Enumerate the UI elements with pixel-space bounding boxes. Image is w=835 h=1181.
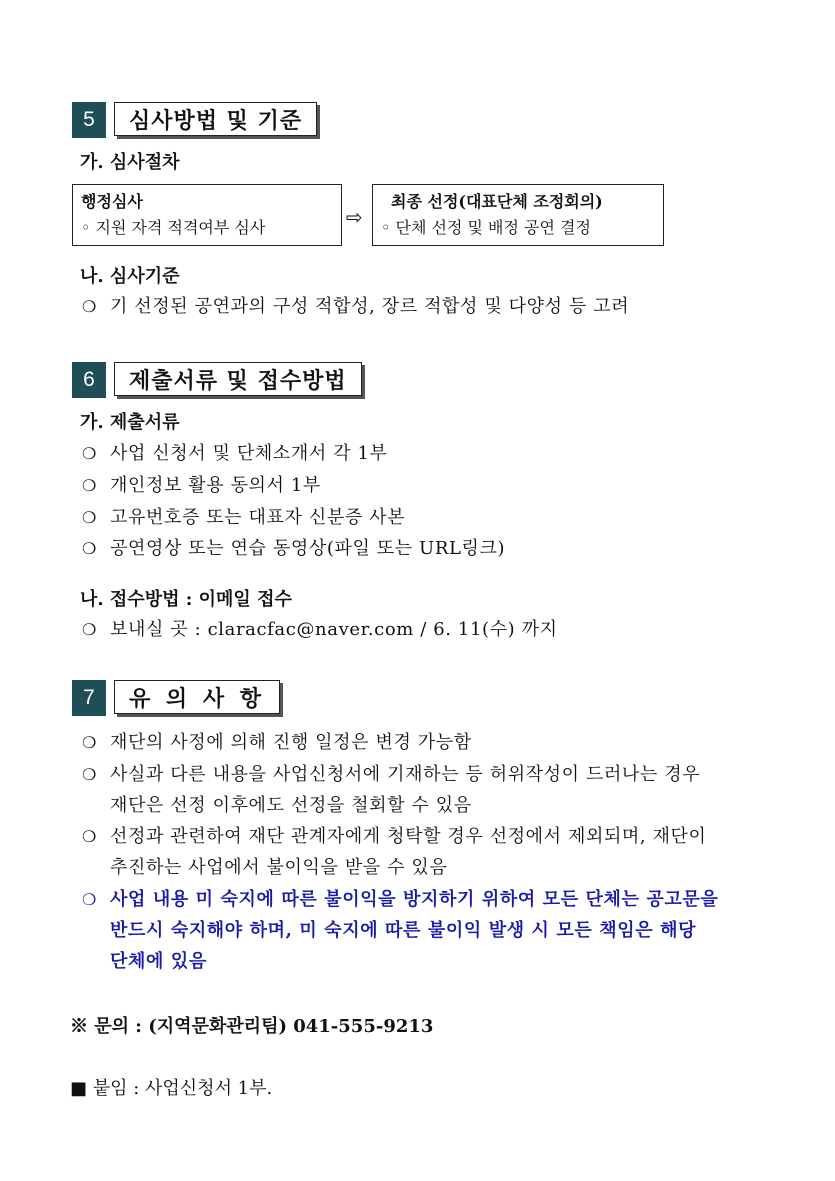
subheading-review-criteria: 나. 심사기준: [80, 266, 180, 287]
right-arrow-icon: ⇨: [346, 205, 363, 229]
list-item-continuation: 재단은 선정 이후에도 선정을 철회할 수 있음: [110, 795, 472, 816]
list-item: ❍ 기 선정된 공연과의 구성 적합성, 장르 적합성 및 다양성 등 고려: [82, 296, 630, 317]
section-number: 7: [72, 680, 106, 716]
section-title: 제출서류 및 접수방법: [114, 362, 362, 396]
circle-bullet-icon: ❍: [82, 539, 97, 558]
list-item: ❍ 고유번호증 또는 대표자 신분증 사본: [82, 507, 406, 528]
list-item-continuation: 추진하는 사업에서 불이익을 받을 수 있음: [110, 857, 448, 878]
section-5-header: [72, 102, 317, 138]
section-6-header: [72, 362, 362, 398]
list-item: [82, 615, 558, 641]
box-text: ◦ 지원 자격 적격여부 심사: [81, 218, 266, 237]
inquiry-contact: ※ 문의 : (지역문화관리팀) 041-555-9213: [70, 1016, 434, 1037]
list-item: ❍ 개인정보 활용 동의서 1부: [82, 475, 321, 496]
circle-bullet-icon: ❍: [82, 297, 97, 316]
circle-bullet-icon: ❍: [82, 827, 97, 846]
list-item-continuation: 반드시 숙지해야 하며, 미 숙지에 따른 불이익 발생 시 모든 책임은 해당: [110, 920, 697, 941]
admin-review-box: [72, 184, 342, 246]
list-item: ❍ 공연영상 또는 연습 동영상(파일 또는 URL링크): [82, 538, 506, 559]
section-title: 유 의 사 항: [114, 680, 280, 714]
section-7-header: [72, 680, 280, 716]
highlighted-list-item: ❍ 사업 내용 미 숙지에 따른 불이익을 방지하기 위하여 모든 단체는 공고문을: [82, 889, 719, 910]
box-title: 행정심사: [81, 192, 143, 211]
circle-bullet-icon: ❍: [82, 476, 97, 495]
circle-bullet-icon: ❍: [82, 508, 97, 527]
list-item: ❍ 선정과 관련하여 재단 관계자에게 청탁할 경우 선정에서 제외되며, 재단이: [82, 826, 707, 847]
section-number: 5: [72, 102, 106, 138]
box-text: ◦ 단체 선정 및 배정 공연 결정: [381, 218, 591, 237]
section-number: 6: [72, 362, 106, 398]
circle-bullet-icon: ❍: [82, 733, 97, 752]
list-item: ❍ 사실과 다른 내용을 사업신청서에 기재하는 등 허위작성이 드러나는 경우: [82, 764, 701, 785]
list-item-continuation: 단체에 있음: [110, 951, 207, 972]
submission-email-text: 보내실 곳 : claracfac@naver.com / 6. 11(수) 까지: [110, 619, 558, 640]
subheading-review-procedure: 가. 심사절차: [80, 152, 180, 173]
list-item: ❍ 사업 신청서 및 단체소개서 각 1부: [82, 443, 388, 464]
circle-bullet-icon: ❍: [82, 765, 97, 784]
circle-bullet-icon: ❍: [82, 620, 97, 639]
section-title: 심사방법 및 기준: [114, 102, 317, 136]
circle-bullet-icon: ❍: [82, 890, 97, 909]
final-selection-box: [372, 184, 664, 246]
circle-bullet-icon: ❍: [82, 444, 97, 463]
list-item: ❍ 재단의 사정에 의해 진행 일정은 변경 가능함: [82, 732, 472, 753]
attachment-note: ■ 붙임 : 사업신청서 1부.: [70, 1078, 273, 1099]
subheading-documents: 가. 제출서류: [80, 412, 180, 433]
subheading-submission-method: 나. 접수방법 : 이메일 접수: [80, 589, 292, 610]
box-title: 최종 선정(대표단체 조정회의): [391, 192, 603, 211]
